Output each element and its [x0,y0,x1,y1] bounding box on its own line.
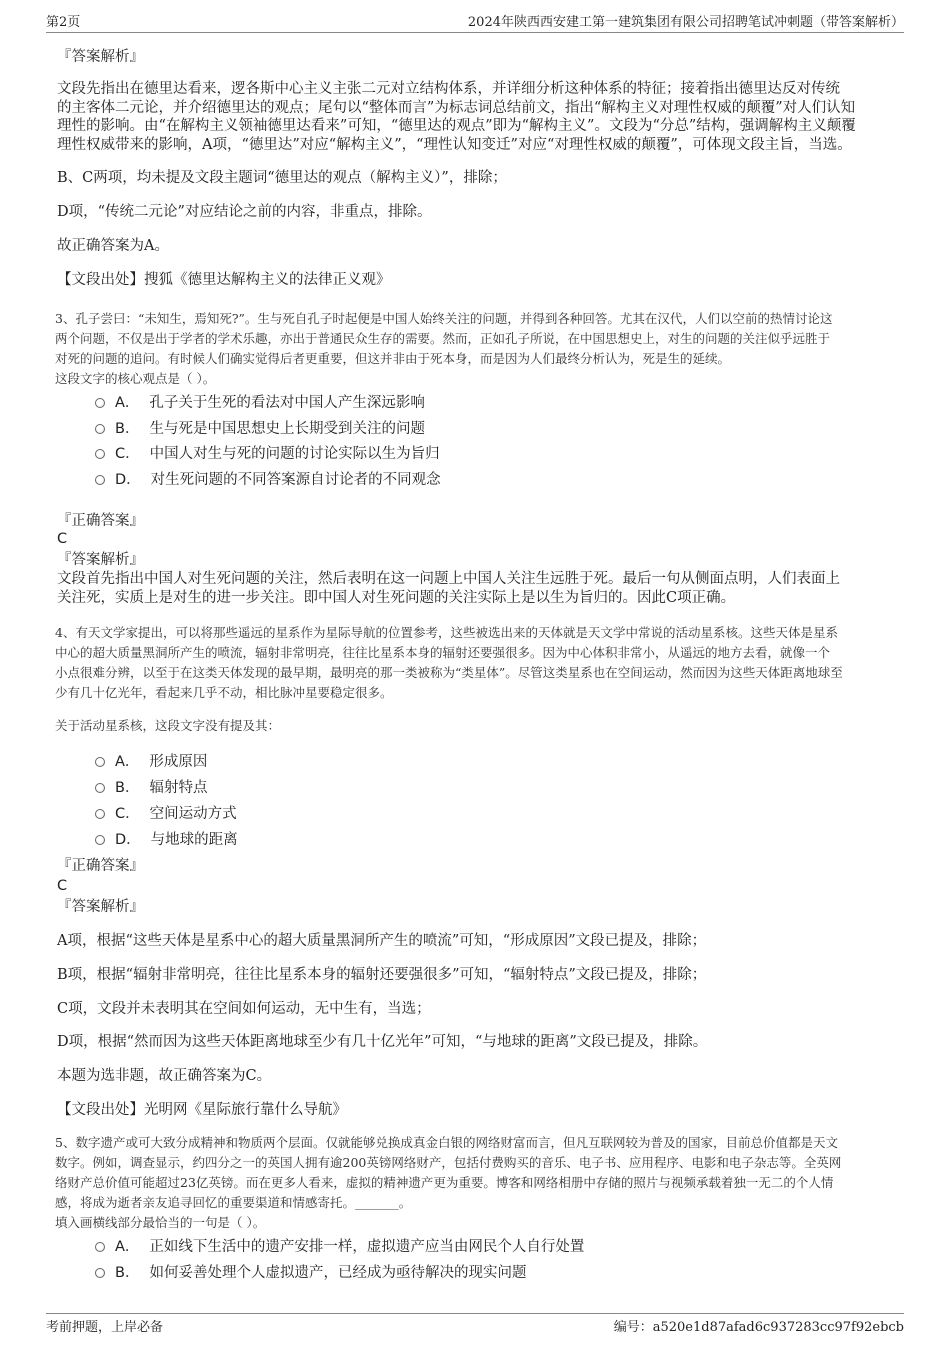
q3-option-c[interactable]: C． 中国人对生与死的问题的讨论实际以生为旨归 [95,444,440,464]
q3-stem-line-2: 两个问题，不仅是出于学者的学术乐趣，亦出于普通民众生存的需要。然而，正如孔子所说，在中国思想史上，对生的问题的关注似乎远胜于 [55,331,831,346]
q4-source: 【文段出处】光明网《星际旅行靠什么导航》 [57,1102,347,1118]
radio-icon[interactable] [95,1242,105,1252]
q4-conclusion: 本题为选非题，故正确答案为C。 [57,1068,272,1084]
q4-d-explanation: D项，根据“然而因为这些天体距离地球至少有几十亿光年”可知，“与地球的距离”文段已提及，排除。 [57,1034,708,1050]
radio-icon[interactable] [95,757,105,767]
document-id: 编号：a520e1d87afad6c937283cc97f92ebcb [613,1319,904,1335]
page-footer [46,1313,904,1336]
q2-d-explanation: D项，“传统二元论”对应结论之前的内容，非重点，排除。 [57,204,432,220]
radio-icon[interactable] [95,835,105,845]
q4-c-explanation: C项，文段并未表明其在空间如何运动，无中生有，当选； [57,1001,431,1017]
q4-a-explanation: A项，根据“这些天体是星系中心的超大质量黑洞所产生的喷流”可知，“形成原因”文段已提及，排除； [57,933,707,949]
q3-analysis-line-2: 关注死，实质上是对生的进一步关注。即中国人对生死问题的关注实际上是以生为旨归的。因此C项正确。 [57,589,736,606]
q2-conclusion: 故正确答案为A。 [57,238,169,254]
radio-icon[interactable] [95,449,105,459]
q5-stem-line-1: 5、数字遗产或可大致分成精神和物质两个层面。仅就能够兑换成真金白银的网络财富而言，但凡互联网较为普及的国家，目前总价值都是天文 [55,1135,838,1150]
q4-analysis-heading: 『答案解析』 [57,899,144,915]
q3-stem-line-3: 对死的问题的追问。有时候人们确实觉得后者更重要，但这并非由于死本身，而是因为人们最终分析认为，死是生的延续。 [55,351,731,366]
radio-icon[interactable] [95,1268,105,1278]
q5-question: 填入画横线部分最恰当的一句是（ ）。 [55,1215,266,1230]
q4-stem-line-1: 4、有天文学家提出，可以将那些遥远的星系作为星际导航的位置参考，这些被选出来的天体就是天文学中常说的活动星系核。这些天体是星系 [55,625,838,640]
q2-analysis-line-3: 理性的影响。由“在解构主义领袖德里达看来”可知，“德里达的观点”即为“解构主义”。文段为“分总”结构，强调解构主义颠覆 [57,118,856,134]
q4-option-a[interactable]: A． 形成原因 [95,752,207,772]
q5-option-a[interactable]: A． 正如线下生活中的遗产安排一样，虚拟遗产应当由网民个人自行处置 [95,1237,584,1257]
q4-question: 关于活动星系核，这段文字没有提及其： [55,718,281,733]
q3-correct-answer: C [57,531,68,547]
q2-analysis-line-1: 文段先指出在德里达看来，逻各斯中心主义主张二元对立结构体系，并详细分析这种体系的特征；接着指出德里达反对传统 [57,81,840,97]
q3-question: 这段文字的核心观点是（ ）。 [55,371,216,386]
q4-option-c[interactable]: C． 空间运动方式 [95,804,237,824]
radio-icon[interactable] [95,783,105,793]
q2-analysis-line-4: 理性权威带来的影响，A项，“德里达”对应“解构主义”，“理性认知变迁”对应“对理性权威的颠覆”，可体现文段主旨，当选。 [57,136,852,153]
radio-icon[interactable] [95,398,105,408]
q3-analysis-line-1: 文段首先指出中国人对生死问题的关注，然后表明在这一问题上中国人关注生远胜于死。最后一句从侧面点明，人们表面上 [57,571,840,587]
q5-stem-line-4: 感，将成为逝者亲友追寻回忆的重要渠道和情感寄托。_______。 [55,1195,412,1210]
radio-icon[interactable] [95,809,105,819]
radio-icon[interactable] [95,475,105,485]
q2-bc-explanation: B、C两项，均未提及文段主题词“德里达的观点（解构主义）”，排除； [57,170,507,186]
q5-stem-line-3: 络财产总价值可能超过23亿英镑。而在更多人看来，虚拟的精神遗产更为重要。博客和网络相册中存储的照片与视频承载着独一无二的个人情 [55,1175,834,1190]
q3-correct-heading: 『正确答案』 [57,513,144,529]
q4-stem-line-3: 小点很难分辨，以至于在这类天体发现的最早期，最明亮的那一类被称为“类星体”。尽管这类星系也在空间运动，然而因为这些天体距离地球至 [55,665,843,680]
q4-correct-heading: 『正确答案』 [57,858,144,874]
q3-option-d[interactable]: D． 对生死问题的不同答案源自讨论者的不同观念 [95,470,441,490]
q5-stem-line-2: 数字。例如，调查显示，约四分之一的英国人拥有逾200英镑网络财产，包括付费购买的音乐、电子书、应用程序、电影和电子杂志等。全英网 [55,1155,842,1170]
q4-correct-answer: C [57,878,68,894]
q2-source: 【文段出处】搜狐《德里达解构主义的法律正义观》 [57,272,391,288]
q4-b-explanation: B项，根据“辐射非常明亮，往往比星系本身的辐射还要强很多”可知，“辐射特点”文段已提及，排除； [57,967,707,983]
q4-option-b[interactable]: B． 辐射特点 [95,778,207,798]
q4-stem-line-2: 中心的超大质量黑洞所产生的喷流，辐射非常明亮，往往比星系本身的辐射还要强很多。因为中心体积非常小，从遥远的地方去看，就像一个 [55,645,831,660]
document-title: 2024年陕西西安建工第一建筑集团有限公司招聘笔试冲刺题（带答案解析） [467,15,904,30]
q4-option-d[interactable]: D． 与地球的距离 [95,830,238,850]
q4-stem-line-4: 少有几十亿光年，看起来几乎不动，相比脉冲星要稳定很多。 [55,685,393,700]
footer-slogan: 考前押题，上岸必备 [46,1319,164,1335]
q2-analysis-heading: 『答案解析』 [57,49,144,65]
page-number: 第2页 [46,15,81,30]
q3-stem-line-1: 3、孔子尝曰：“未知生，焉知死?”。生与死自孔子时起便是中国人始终关注的问题，并得到各种回答。尤其在汉代，人们以空前的热情讨论这 [55,311,833,326]
page-header [46,8,904,33]
q2-analysis-line-2: 的主客体二元论，并介绍德里达的观点；尾句以“整体而言”为标志词总结前文，指出“解构主义对理性权威的颠覆”对人们认知 [57,99,856,116]
radio-icon[interactable] [95,424,105,434]
q3-option-a[interactable]: A． 孔子关于生死的看法对中国人产生深远影响 [95,393,425,413]
q3-analysis-heading: 『答案解析』 [57,552,144,568]
q5-option-b[interactable]: B． 如何妥善处理个人虚拟遗产，已经成为亟待解决的现实问题 [95,1263,526,1283]
q3-option-b[interactable]: B． 生与死是中国思想史上长期受到关注的问题 [95,419,425,439]
